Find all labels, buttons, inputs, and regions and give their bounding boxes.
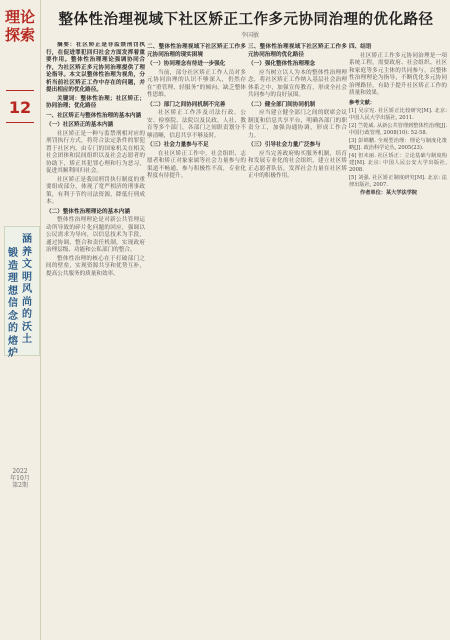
reference-item: [3] 彭锦鹏. 全观型治理：理论与制度化策略[J]. 政治科学论丛, 2005(23). [349,137,447,151]
paragraph: 整体性治理理论是对新公共管理运动所导致的碎片化问题的回应，强调以公民需求为导向，以信息技术为手段，通过协调、整合和责任机制，实现政府治理层级、功能和公私部门的整合。 [46,217,145,253]
paragraph: 当前，部分社区矫正工作人员对多元协同治理的认识不够深入，仍然存在“重管理、轻服务”的倾向，缺乏整体性思维。 [147,69,246,98]
page-number: 12 [8,98,32,117]
abstract: 摘要：社区矫正是非监禁刑罚执行，在促进罪犯回归社会方面发挥着重要作用。整体性治理理论强调协同合作，为社区矫正多元协同治理提供了理论指导。本文以整体性治理为视角，分析当前社区矫正工作中存在的问题，并提出相应的优化路径。 [46,42,145,93]
paragraph: 在社区矫正工作中，社会组织、志愿者和矫正对象家属等社会力量参与的渠道不畅通，参与积极性不高，专业化程度有待提升。 [147,150,246,179]
page-edge [40,0,41,640]
issue-footer: 2022年10月 第2期 [10,468,30,489]
article-author: 李国敏 [240,32,259,39]
section-heading: 四、结语 [349,44,372,50]
author-affiliation: 作者单位：某大学法学院 [360,189,418,196]
sidebar [0,0,40,640]
paragraph: 社区矫正是一种与监禁刑相对应的刑罚执行方式，将符合法定条件的罪犯置于社区内，由专门的国家机关在相关社会团体和民间组织以及社会志愿者的协助下，矫正其犯罪心理和行为恶习，促进其顺利回归社会。 [46,130,145,174]
section-heading: 一、社区矫正与整体性治理的基本内涵 [46,112,142,119]
column-3 [248,42,347,636]
divider [6,122,34,123]
paragraph: 社区矫正工作多元协同治理是一项系统工程，需要政府、社会组织、社区和家庭等多元主体的共同参与。以整体性治理理论为指导，不断优化多元协同治理路径，有助于提升社区矫正工作的质量和效果。 [349,52,447,96]
section-heading: 二、整体性治理视域下社区矫正工作多元协同治理的现实困境 [147,44,246,58]
subsection-heading: （三）社会力量参与不足 [147,142,209,148]
subsection-heading: （二）健全部门间协同机制 [248,101,316,108]
column-2 [147,42,246,636]
paragraph: 社区矫正是我国刑罚执行制度的重要组成部分，体现了宽严相济的刑事政策，有利于节约司法资源，降低行刑成本。 [46,176,145,205]
section-heading: 三、整体性治理视域下社区矫正工作多元协同治理的优化路径 [248,44,347,58]
references [349,100,447,189]
motto-line-1: 涵养文明风尚的沃土 [22,234,32,345]
article-title: 整体性治理视域下社区矫正工作多元协同治理的优化路径 [58,11,434,28]
subsection-heading: （二）整体性治理理论的基本内涵 [46,208,130,215]
reference-item: [1] 吴宗宪. 社区矫正比较研究[M]. 北京: 中国人民大学出版社, 2011. [349,107,447,121]
paragraph: 应当树立以人为本的整体性治理理念，将社区矫正工作纳入基层社会治理体系之中，加强宣传教育，形成全社会共同参与的良好氛围。 [248,69,347,98]
reference-item: [2] 竺乾威. 从新公共管理到整体性治理[J]. 中国行政管理, 2008(10): 52-58. [349,122,447,136]
subsection-heading: （一）协同理念有待进一步强化 [147,61,226,67]
column-1 [46,42,145,636]
reference-item: [5] 刘强. 社区矫正制度研究[M]. 北京: 法律出版社, 2007. [349,174,447,188]
subsection-heading: （二）部门之间协同机制不完善 [147,101,226,108]
references-heading: 参考文献： [349,99,375,106]
motto-line-2: 锻造理想信念的熔炉 [8,248,18,359]
paragraph: 应当建立健全部门之间的联席会议制度和信息共享平台，明确各部门的职责分工，加强沟通协调，形成工作合力。 [248,110,347,139]
section-title: 理论探索 [5,8,36,44]
subsection-heading: （一）社区矫正的基本内涵 [46,122,114,128]
paragraph: 整体性治理的核心在于打破部门之间的壁垒，实现资源共享和优势互补，提高公共服务的质量和效率。 [46,255,145,277]
paragraph: 应当完善政府购买服务机制，培育和发展专业化的社会组织，建立社区矫正志愿者队伍，发挥社会力量在社区矫正中的积极作用。 [248,150,347,179]
keywords: 关键词：整体性治理；社区矫正；协同治理；优化路径 [46,95,145,109]
subsection-heading: （一）强化整体性治理理念 [248,61,316,67]
reference-item: [4] 但未丽. 社区矫正：立论基础与制度构建[M]. 北京: 中国人民公安大学出版社, 2008. [349,152,447,173]
subsection-heading: （三）引导社会力量广泛参与 [248,142,321,148]
divider [6,90,34,91]
column-4 [349,42,447,636]
paragraph: 社区矫正工作涉及司法行政、公安、检察院、法院以及民政、人社、教育等多个部门，各部门之间职责划分不够清晰，信息共享不够及时。 [147,110,246,139]
